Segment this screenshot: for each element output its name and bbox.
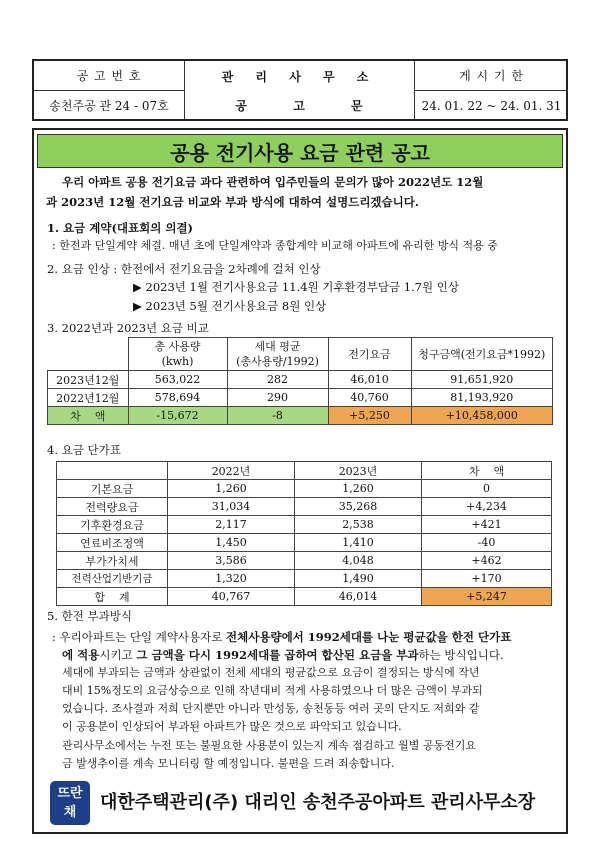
cell: +10,458,000 xyxy=(411,407,553,425)
cell: 282 xyxy=(227,371,328,389)
row-label: 연료비조정액 xyxy=(57,534,168,552)
section-5-line-1 xyxy=(52,627,511,647)
cell: +421 xyxy=(422,516,552,534)
text: 시키고 xyxy=(99,648,137,662)
section-5-line-8: 금 발생추이를 계속 모니터링 할 예정입니다. 불편을 드려 죄송합니다. xyxy=(62,757,395,770)
cell: 3,586 xyxy=(168,552,295,570)
text-bold: 전체사용량에서 1992세대를 나눈 평균값을 한전 단가표 xyxy=(226,630,512,644)
cell: 1,450 xyxy=(168,534,295,552)
header-2022: 2022년 xyxy=(168,462,295,480)
row-label: 전력산업기반기금 xyxy=(57,570,168,588)
table-row xyxy=(57,570,552,588)
cell: +462 xyxy=(422,552,552,570)
cell: 563,022 xyxy=(128,371,227,389)
logo-text: 뜨란 xyxy=(57,786,83,801)
cell: +4,234 xyxy=(422,498,552,516)
cell: 1,260 xyxy=(168,480,295,498)
intro-line-2: 과 2023년 12월 전기요금 비교와 부과 방식에 대하여 설명드리겠습니다. xyxy=(46,195,419,209)
section-5-line-6: 이 공용분이 인상되어 부과된 아파트가 많은 것으로 파악되고 있습니다. xyxy=(62,720,402,733)
cell: -40 xyxy=(422,534,552,552)
section-2-title: 2. 요금 인상 : 한전에서 전기요금을 2차례에 걸쳐 인상 xyxy=(47,262,321,276)
header-difference: 차 액 xyxy=(422,462,552,480)
cell: -8 xyxy=(227,407,328,425)
cell: +170 xyxy=(422,570,552,588)
table-row xyxy=(48,371,553,389)
header-household-avg: 세대 평균 (총사용량/1992) xyxy=(227,338,328,371)
cell: 1,490 xyxy=(295,570,422,588)
row-label: 합 계 xyxy=(57,588,168,606)
notice-title: 공 고 문 xyxy=(235,98,364,113)
cell: 1,260 xyxy=(295,480,422,498)
cell: +5,247 xyxy=(422,588,552,606)
table-row xyxy=(57,516,552,534)
row-label: 기후환경요금 xyxy=(57,516,168,534)
section-3-title: 3. 2022년과 2023년 요금 비교 xyxy=(47,321,209,335)
section-2-bullet-1: ▶ 2023년 1월 전기사용요금 11.4원 기후환경부담금 1.7원 인상 xyxy=(133,280,459,294)
row-label: 2023년12월 xyxy=(48,371,129,389)
cell: 1,410 xyxy=(295,534,422,552)
cell: 2,117 xyxy=(168,516,295,534)
section-5-line-4: 대비 15%정도의 요금상승으로 인해 작년대비 적게 사용하였으나 더 많은 금액이 부과되 xyxy=(62,684,483,697)
table-row xyxy=(57,534,552,552)
notice-number: 송천주공 관 24 - 07호 xyxy=(49,99,169,113)
cell: +5,250 xyxy=(328,407,411,425)
table-header-row xyxy=(48,338,553,371)
posting-period-label: 게 시 기 한 xyxy=(459,69,524,83)
intro-line-1: 우리 아파트 공용 전기요금 과다 관련하여 입주민들의 문의가 많아 2022년도 12월 xyxy=(62,175,484,189)
cell: 578,694 xyxy=(128,389,227,407)
section-5-title: 5. 한전 부과방식 xyxy=(47,609,132,623)
cell: 46,014 xyxy=(295,588,422,606)
apartment-logo xyxy=(50,781,90,825)
text-bold: 에 적용 xyxy=(62,648,100,662)
logo-text: 채 xyxy=(63,805,77,820)
section-5-line-2 xyxy=(62,645,504,665)
cell: 40,760 xyxy=(328,389,411,407)
text: : 우리아파트는 단일 계약사용자로 xyxy=(52,630,227,644)
section-5-line-7: 관리사무소에서는 누전 또는 불필요한 사용분이 있는지 계속 점검하고 월별 공동전기요 xyxy=(62,739,477,752)
table-row-difference xyxy=(48,407,553,425)
cell: 4,048 xyxy=(295,552,422,570)
section-4-title: 4. 요금 단가표 xyxy=(47,443,121,457)
cell: 290 xyxy=(227,389,328,407)
row-label: 기본요금 xyxy=(57,480,168,498)
notice-number-label: 공 고 번 호 xyxy=(76,69,142,83)
footer-signature: 대한주택관리(주) 대리인 송천주공아파트 관리사무소장 xyxy=(100,792,536,813)
row-label: 2022년12월 xyxy=(48,389,129,407)
header-electric-fee: 전기요금 xyxy=(328,338,411,371)
header-2023: 2023년 xyxy=(295,462,422,480)
section-5-line-5: 었습니다. 조사결과 저희 단지뿐만 아니라 만성동, 송천동등 여러 곳의 단지도 저희와 같 xyxy=(62,702,480,715)
table-row xyxy=(57,552,552,570)
header-total-usage: 총 사용량 (kwh) xyxy=(128,338,227,371)
cell: 46,010 xyxy=(328,371,411,389)
cell: 1,320 xyxy=(168,570,295,588)
comparison-table xyxy=(47,337,553,425)
cell: 31,034 xyxy=(168,498,295,516)
cell: 2,538 xyxy=(295,516,422,534)
rate-table xyxy=(56,461,552,606)
header-blank xyxy=(57,462,168,480)
table-row xyxy=(48,389,553,407)
table-header-row xyxy=(57,462,552,480)
table-row xyxy=(57,480,552,498)
row-label: 차 액 xyxy=(48,407,129,425)
row-label: 전력량요금 xyxy=(57,498,168,516)
text: 하는 방식입니다. xyxy=(418,648,504,662)
text-bold: 그 금액을 다시 1992세대를 곱하여 합산된 요금을 부과 xyxy=(136,648,419,662)
cell: 81,193,920 xyxy=(411,389,553,407)
section-1-body: : 한전과 단일계약 체결. 매년 초에 단일계약과 종합계약 비교해 아파트에 유리한 방식 적용 중 xyxy=(52,239,498,252)
cell: 35,268 xyxy=(295,498,422,516)
cell: -15,672 xyxy=(128,407,227,425)
cell: 0 xyxy=(422,480,552,498)
posting-period: 24. 01. 22 ~ 24. 01. 31 xyxy=(421,98,562,113)
section-5-line-3: 세대에 부과되는 금액과 상관없이 전체 세대의 평균값으로 요금이 결정되는 방식에 작년 xyxy=(62,666,480,679)
notice-header xyxy=(32,59,568,121)
section-2-bullet-2: ▶ 2023년 5월 전기사용요금 8원 인상 xyxy=(133,299,327,313)
cell: 91,651,920 xyxy=(411,371,553,389)
table-row-total xyxy=(57,588,552,606)
office-title: 관 리 사 무 소 xyxy=(221,69,378,84)
row-label: 부가가치세 xyxy=(57,552,168,570)
notice-banner-title: 공용 전기사용 요금 관련 공고 xyxy=(37,134,563,168)
section-1-title: 1. 요금 계약(대표회의 의결) xyxy=(47,221,193,235)
table-row xyxy=(57,498,552,516)
header-billed-amount: 청구금액(전기요금*1992) xyxy=(411,338,553,371)
cell: 40,767 xyxy=(168,588,295,606)
